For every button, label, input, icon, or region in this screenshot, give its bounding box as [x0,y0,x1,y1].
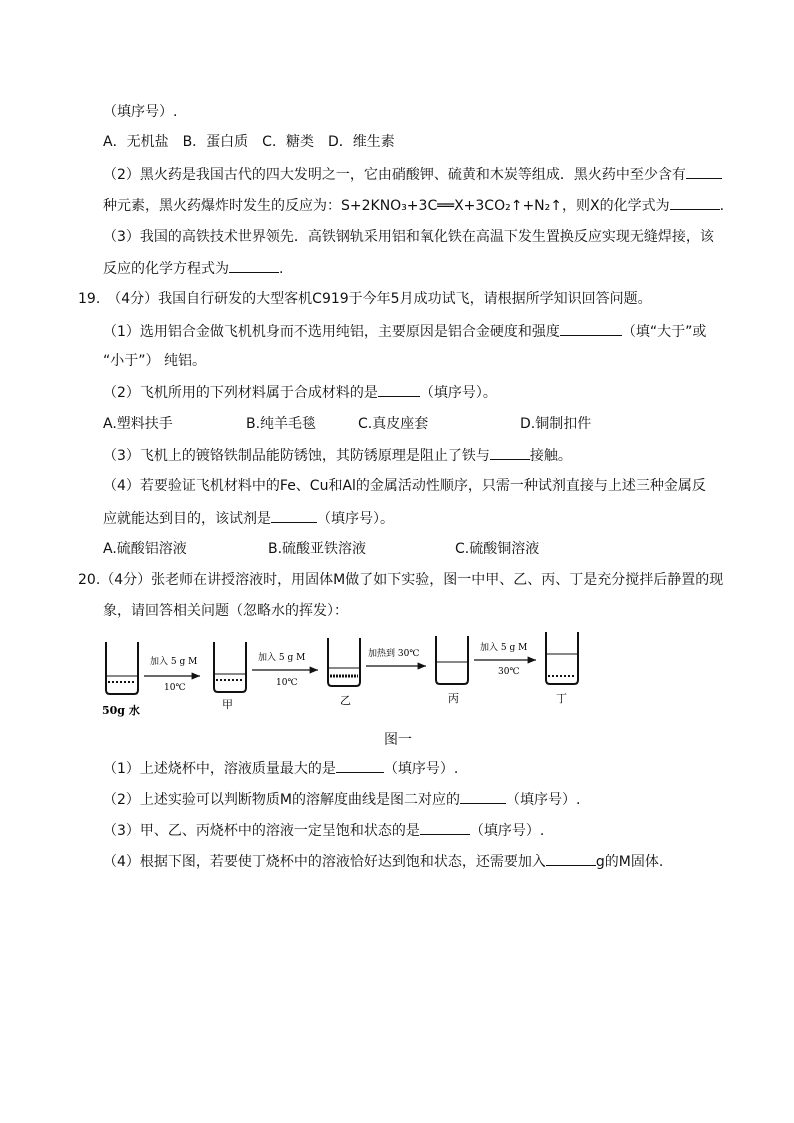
q19-option-c: C.真皮座套 [358,416,429,432]
q19-part1-line1 [103,321,706,342]
q20-part3 [103,820,544,841]
beaker-yi-icon [328,638,360,686]
q19-part2-text: （2）飞机所用的下列材料属于合成材料的是 [103,385,378,401]
q20-heading: 20.（4分）张老师在讲授溶液时，用固体M做了如下实验，图一中甲、乙、丙、丁是充分搅拌后静置的现 [78,572,724,588]
answer-blank[interactable] [546,851,596,866]
arrow-4-label: 加入 5 g M [480,643,528,653]
q18-part3-line1: （3）我国的高铁技术世界领先．高铁钢轨采用铝和氧化铁在高温下发生置换反应实现无缝焊接，该 [103,229,714,245]
answer-blank[interactable] [420,820,470,835]
beaker-label-jia: 甲 [222,698,233,711]
arrow-1-label: 加入 5 g M [150,657,198,667]
arrow-4-temp: 30℃ [498,667,520,677]
fill-number-hint: （填序号）. [506,792,581,808]
q19-part4-text: 应就能达到目的，该试剂是 [103,511,271,527]
answer-blank[interactable] [670,195,720,210]
beaker-ding-icon [546,632,578,684]
figure-one-experiment [100,630,594,730]
q18-part2-text: （2）黑火药是我国古代的四大发明之一，它由硝酸钾、硫黄和木炭等组成．黑火药中至少含有 [103,167,686,183]
q19-part1-text: （1）选用铝合金做飞机机身而不选用纯铝，主要原因是铝合金硬度和强度 [103,324,560,340]
q20-part3-text: （3）甲、乙、丙烧杯中的溶液一定呈饱和状态的是 [103,823,420,839]
q20-part2-text: （2）上述实验可以判断物质M的溶解度曲线是图二对应的 [103,792,460,808]
period: . [719,198,725,214]
beaker-label-ding: 丁 [556,692,567,705]
q20-part1-text: （1）上述烧杯中，溶液质量最大的是 [103,761,336,777]
q19-option-d: D.铜制扣件 [520,416,592,432]
beaker-label-bing: 丙 [448,692,459,705]
q18-part2-reaction: 种元素，黑火药爆炸时发生的反应为：S+2KNO₃+3C══X+3CO₂↑+N₂↑，则X的化学式为 [103,198,670,214]
q19-solution-a: A.硫酸铝溶液 [103,541,187,557]
arrow-1-temp: 10℃ [164,683,186,693]
q19-option-b: B.纯羊毛毯 [246,416,317,432]
q19-option-a: A.塑料扶手 [103,416,173,432]
q19-solution-c: C.硫酸铜溶液 [455,541,540,557]
q18-part2-line2 [103,195,724,216]
beaker-bing-icon [436,636,468,684]
q19-solution-b: B.硫酸亚铁溶液 [268,541,367,557]
q20-part2 [103,789,580,810]
q20-part1 [103,758,458,779]
answer-blank[interactable] [686,164,722,179]
q19-part3-text: （3）飞机上的镀铬铁制品能防锈蚀，其防锈原理是阻止了铁与 [103,448,490,464]
water-label: 50g 水 [102,704,140,717]
arrow-2-temp: 10℃ [276,678,298,688]
answer-blank[interactable] [271,508,317,523]
q20-heading-line2: 象，请回答相关问题（忽略水的挥发）： [103,603,348,619]
q18-line-fill-number: （填序号）. [103,104,178,120]
fill-number-hint: （填序号）. [383,761,459,777]
q19-part2 [103,382,497,403]
fill-number-hint: （填序号）. [469,823,545,839]
answer-blank[interactable] [378,382,420,397]
q19-part1-hint: （填“大于”或 [621,324,707,340]
answer-blank[interactable] [229,258,279,273]
q19-part4-line1: （4）若要验证飞机材料中的Fe、Cu和Al的金属活动性顺序，只需一种试剂直接与上述三种金属反 [103,478,706,494]
q18-options: A．无机盐 B．蛋白质 C．糖类 D．维生素 [103,134,395,150]
figure-one-caption: 图一 [384,732,412,748]
period: . [279,261,284,277]
q20-part4-unit: g的M固体. [595,854,664,870]
beaker-water-icon [106,642,138,694]
beaker-jia-icon [214,642,246,692]
answer-blank[interactable] [560,321,622,336]
contact-text: 接触。 [529,448,572,464]
q19-part3 [103,445,572,466]
q20-part4 [103,851,663,872]
fill-number-hint: （填序号）。 [317,511,394,527]
q18-part3-text: 反应的化学方程式为 [103,261,229,277]
q19-part1-line2: “小于”） 纯铝。 [103,353,206,369]
answer-blank[interactable] [336,758,384,773]
arrow-3-label: 加热到 30℃ [368,649,420,659]
q19-part4-line2 [103,508,394,529]
arrow-2-label: 加入 5 g M [258,653,306,663]
beaker-label-yi: 乙 [340,694,351,707]
q18-part2-line1 [103,164,722,185]
q20-part4-text: （4）根据下图，若要使丁烧杯中的溶液恰好达到饱和状态，还需要加入 [103,854,546,870]
answer-blank[interactable] [490,445,530,460]
q18-part3-line2 [103,258,283,279]
answer-blank[interactable] [460,789,506,804]
fill-number-hint: （填序号）。 [419,385,497,401]
q19-heading: 19. （4分）我国自行研发的大型客机C919于今年5月成功试飞，请根据所学知识回答问题。 [78,291,652,307]
